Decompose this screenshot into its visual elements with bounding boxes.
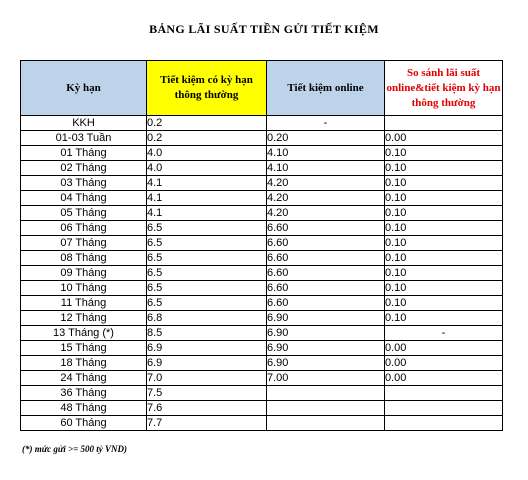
online-rate-cell — [267, 386, 385, 401]
online-rate-cell: 6.60 — [267, 281, 385, 296]
table-row — [21, 311, 503, 326]
page-title: BẢNG LÃI SUẤT TIỀN GỬI TIẾT KIỆM — [149, 22, 379, 36]
regular-rate-cell: 6.9 — [147, 341, 267, 356]
term-cell: 13 Tháng (*) — [21, 326, 147, 341]
regular-rate-cell: 6.9 — [147, 356, 267, 371]
online-rate-cell: 6.60 — [267, 236, 385, 251]
table-row — [21, 296, 503, 311]
regular-rate-cell: 6.5 — [147, 221, 267, 236]
term-cell: 09 Tháng — [21, 266, 147, 281]
regular-rate-cell: 6.8 — [147, 311, 267, 326]
term-cell: 04 Tháng — [21, 191, 147, 206]
table-row — [21, 161, 503, 176]
comparison-cell: 0.00 — [385, 371, 503, 386]
comparison-cell: 0.10 — [385, 236, 503, 251]
comparison-cell: 0.10 — [385, 221, 503, 236]
comparison-cell: 0.10 — [385, 296, 503, 311]
table-row — [21, 281, 503, 296]
term-cell: 60 Tháng — [21, 416, 147, 431]
online-rate-cell: 6.60 — [267, 296, 385, 311]
term-cell: 01-03 Tuần — [21, 131, 147, 146]
online-rate-cell: 4.20 — [267, 176, 385, 191]
online-rate-cell — [267, 401, 385, 416]
term-cell: 24 Tháng — [21, 371, 147, 386]
comparison-cell: 0.10 — [385, 311, 503, 326]
online-rate-cell: 6.60 — [267, 221, 385, 236]
term-cell: 01 Tháng — [21, 146, 147, 161]
regular-rate-cell: 6.5 — [147, 251, 267, 266]
online-rate-cell: 0.20 — [267, 131, 385, 146]
table-row — [21, 131, 503, 146]
regular-rate-cell: 4.1 — [147, 206, 267, 221]
table-row — [21, 116, 503, 131]
table-row — [21, 176, 503, 191]
table-row — [21, 386, 503, 401]
comparison-cell: 0.10 — [385, 146, 503, 161]
table-row — [21, 356, 503, 371]
regular-rate-cell: 4.1 — [147, 176, 267, 191]
table-body — [21, 116, 503, 431]
table-row — [21, 326, 503, 341]
term-cell: KKH — [21, 116, 147, 131]
table-row — [21, 206, 503, 221]
comparison-cell: 0.10 — [385, 251, 503, 266]
online-rate-cell: 4.20 — [267, 191, 385, 206]
online-rate-cell: 7.00 — [267, 371, 385, 386]
regular-rate-cell: 4.1 — [147, 191, 267, 206]
table-row — [21, 401, 503, 416]
term-cell: 11 Tháng — [21, 296, 147, 311]
comparison-cell: 0.10 — [385, 206, 503, 221]
table-row — [21, 146, 503, 161]
term-cell: 15 Tháng — [21, 341, 147, 356]
term-cell: 08 Tháng — [21, 251, 147, 266]
online-rate-cell: 6.60 — [267, 251, 385, 266]
comparison-cell: 0.10 — [385, 281, 503, 296]
online-rate-cell: 6.60 — [267, 266, 385, 281]
column-header-regular-savings: Tiết kiệm có kỳ hạn thông thường — [147, 61, 267, 116]
term-cell: 36 Tháng — [21, 386, 147, 401]
comparison-cell — [385, 401, 503, 416]
column-header-online-savings: Tiết kiệm online — [267, 61, 385, 116]
regular-rate-cell: 0.2 — [147, 131, 267, 146]
comparison-cell: 0.10 — [385, 161, 503, 176]
comparison-cell: 0.10 — [385, 176, 503, 191]
interest-rate-table — [20, 60, 503, 431]
term-cell: 05 Tháng — [21, 206, 147, 221]
table-row — [21, 371, 503, 386]
online-rate-cell: - — [267, 116, 385, 131]
table-row — [21, 251, 503, 266]
table-header-row — [21, 61, 503, 116]
table-row — [21, 341, 503, 356]
term-cell: 07 Tháng — [21, 236, 147, 251]
regular-rate-cell: 6.5 — [147, 281, 267, 296]
term-cell: 18 Tháng — [21, 356, 147, 371]
comparison-cell — [385, 416, 503, 431]
regular-rate-cell: 7.6 — [147, 401, 267, 416]
regular-rate-cell: 8.5 — [147, 326, 267, 341]
comparison-cell: 0.10 — [385, 191, 503, 206]
comparison-cell: - — [385, 326, 503, 341]
term-cell: 03 Tháng — [21, 176, 147, 191]
online-rate-cell: 6.90 — [267, 326, 385, 341]
online-rate-cell: 6.90 — [267, 341, 385, 356]
online-rate-cell: 4.20 — [267, 206, 385, 221]
regular-rate-cell: 6.5 — [147, 296, 267, 311]
online-rate-cell: 4.10 — [267, 146, 385, 161]
online-rate-cell — [267, 416, 385, 431]
regular-rate-cell: 6.5 — [147, 236, 267, 251]
table-row — [21, 191, 503, 206]
comparison-cell: 0.10 — [385, 266, 503, 281]
footnote: (*) mức gửi >= 500 tỷ VND) — [22, 444, 128, 454]
term-cell: 02 Tháng — [21, 161, 147, 176]
term-cell: 06 Tháng — [21, 221, 147, 236]
online-rate-cell: 4.10 — [267, 161, 385, 176]
term-cell: 48 Tháng — [21, 401, 147, 416]
comparison-cell — [385, 386, 503, 401]
regular-rate-cell: 4.0 — [147, 146, 267, 161]
term-cell: 12 Tháng — [21, 311, 147, 326]
online-rate-cell: 6.90 — [267, 311, 385, 326]
regular-rate-cell: 7.0 — [147, 371, 267, 386]
comparison-cell: 0.00 — [385, 356, 503, 371]
table-row — [21, 236, 503, 251]
table-row — [21, 416, 503, 431]
term-cell: 10 Tháng — [21, 281, 147, 296]
regular-rate-cell: 7.7 — [147, 416, 267, 431]
comparison-cell — [385, 116, 503, 131]
column-header-comparison: So sánh lãi suất online&tiết kiệm kỳ hạn thông thường — [385, 61, 503, 116]
column-header-term: Kỳ hạn — [21, 61, 147, 116]
online-rate-cell: 6.90 — [267, 356, 385, 371]
regular-rate-cell: 6.5 — [147, 266, 267, 281]
table-row — [21, 266, 503, 281]
regular-rate-cell: 0.2 — [147, 116, 267, 131]
comparison-cell: 0.00 — [385, 341, 503, 356]
regular-rate-cell: 4.0 — [147, 161, 267, 176]
table-row — [21, 221, 503, 236]
regular-rate-cell: 7.5 — [147, 386, 267, 401]
comparison-cell: 0.00 — [385, 131, 503, 146]
